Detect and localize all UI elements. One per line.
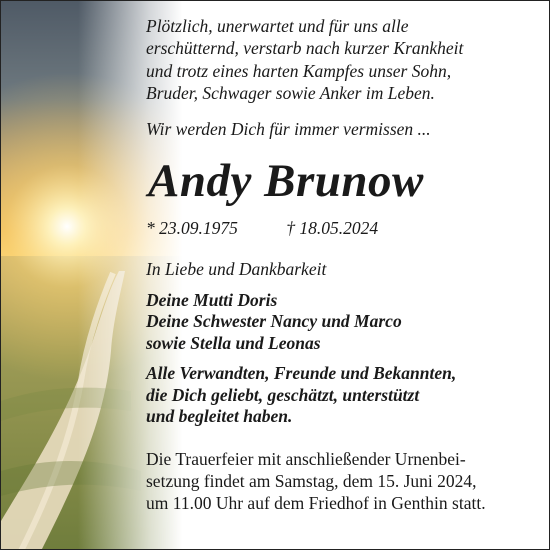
relatives-line: die Dich geliebt, geschätzt, unterstützt	[146, 384, 420, 405]
notice-content	[146, 15, 531, 514]
deceased-name: Andy Brunow	[148, 154, 424, 207]
intro-line: Bruder, Schwager sowie Anker im Leben.	[146, 83, 435, 104]
intro-line: und trotz eines harten Kampfes unser Sohn,	[146, 60, 452, 81]
intro-line: erschütternd, verstarb nach kurzer Krankheit	[146, 38, 464, 59]
family-line: Deine Mutti Doris	[146, 289, 278, 310]
birth-date: * 23.09.1975	[146, 217, 238, 238]
family-line: Deine Schwester Nancy und Marco	[146, 311, 402, 332]
relatives-signatures	[146, 363, 531, 428]
relatives-line: Alle Verwandten, Freunde und Bekannten,	[146, 363, 457, 384]
miss-line: Wir werden Dich für immer vermissen ...	[146, 118, 431, 139]
funeral-line: Die Trauerfeier mit anschließender Urnenbei-	[146, 448, 466, 469]
family-line: sowie Stella und Leonas	[146, 332, 321, 353]
relatives-line: und begleitet haben.	[146, 406, 293, 427]
funeral-line: um 11.00 Uhr auf dem Friedhof in Genthin statt.	[146, 492, 486, 513]
funeral-line: setzung findet am Samstag, dem 15. Juni 2024,	[146, 470, 477, 491]
funeral-info	[146, 448, 531, 514]
love-line: In Liebe und Dankbarkeit	[146, 258, 327, 279]
death-date: † 18.05.2024	[286, 217, 379, 238]
intro-line: Plötzlich, unerwartet und für uns alle	[146, 16, 409, 36]
family-signatures	[146, 290, 531, 355]
intro-text	[146, 15, 531, 105]
life-dates	[146, 218, 531, 239]
